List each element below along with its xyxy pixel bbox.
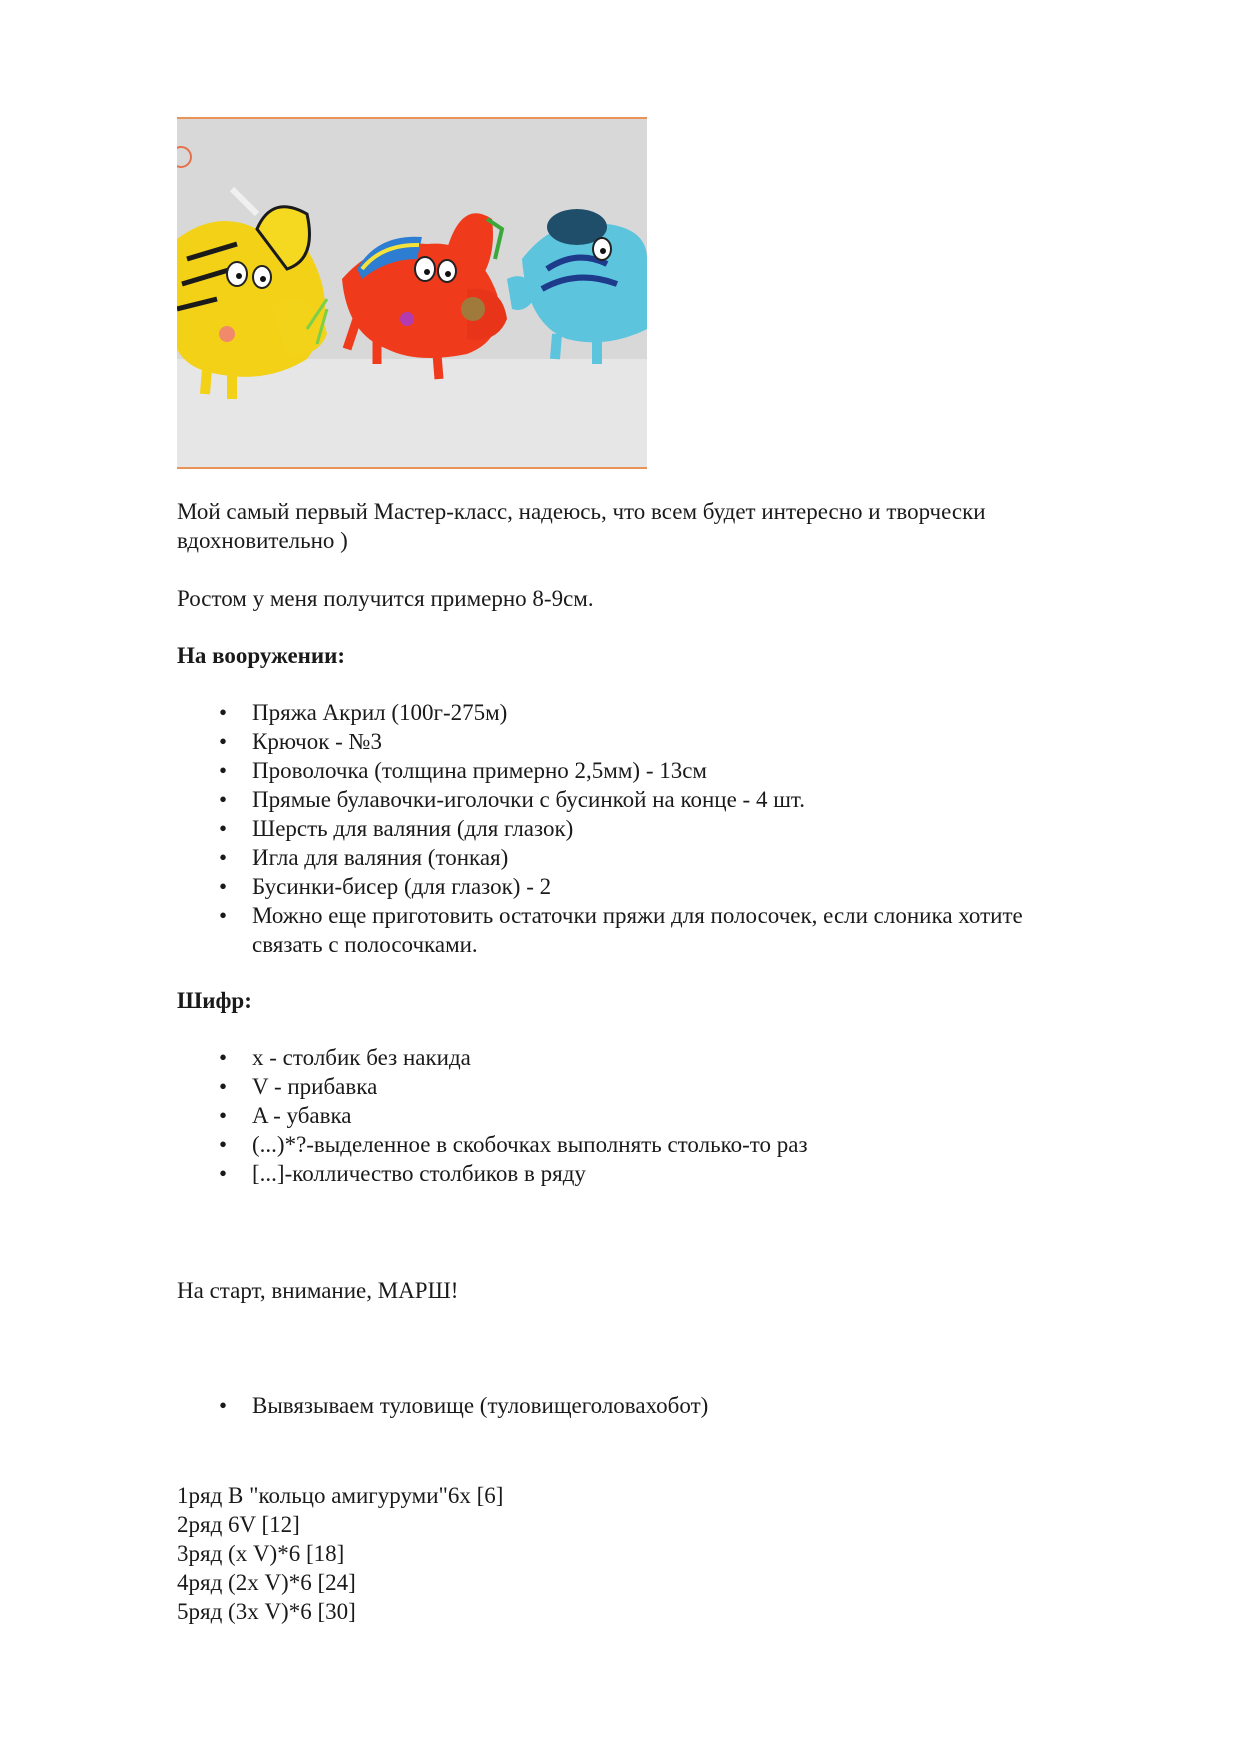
list-item: • [...]-колличество столбиков в ряду: [219, 1161, 586, 1186]
list-item: • Шерсть для валяния (для глазок): [219, 816, 574, 841]
intro-paragraph: Мой самый первый Мастер-класс, надеюсь, что всем будет интересно и творчески вдохновительно ): [177, 499, 986, 553]
cipher-heading: Шифр:: [177, 988, 252, 1013]
amigurumi-elephants-photo: [177, 117, 647, 469]
equipment-heading: На вооружении:: [177, 643, 346, 668]
bullet-icon: •: [219, 729, 228, 754]
list-item: • Игла для валяния (тонкая): [219, 845, 509, 870]
pattern-row: 5ряд (3х V)*6 [30]: [177, 1599, 356, 1624]
list-item: • Пряжа Акрил (100г-275м): [219, 700, 508, 725]
pattern-row: 1ряд В "кольцо амигуруми"6х [6]: [177, 1483, 504, 1508]
bullet-icon: •: [219, 700, 228, 725]
list-item: • V - прибавка: [219, 1074, 378, 1099]
height-note: Ростом у меня получится примерно 8-9см.: [177, 586, 594, 611]
list-item: • Бусинки-бисер (для глазок) - 2: [219, 874, 552, 899]
bullet-icon: •: [219, 1103, 228, 1128]
bullet-icon: •: [219, 816, 228, 841]
list-item: • Крючок - №3: [219, 729, 382, 754]
bullet-icon: •: [219, 874, 228, 899]
step-list: [177, 1391, 1117, 1420]
pattern-row: 2ряд 6V [12]: [177, 1512, 300, 1537]
bullet-icon: •: [219, 787, 228, 812]
pattern-row: 3ряд (х V)*6 [18]: [177, 1541, 345, 1566]
cipher-list: [177, 1043, 1117, 1188]
bullet-icon: •: [219, 1393, 228, 1418]
list-item: • х - столбик без накида: [219, 1045, 471, 1070]
bullet-icon: •: [219, 1161, 228, 1186]
bullet-icon: •: [219, 1132, 228, 1157]
start-line: На старт, внимание, МАРШ!: [177, 1278, 459, 1303]
list-item: • (...)*?-выделенное в скобочках выполнять столько-то раз: [219, 1132, 808, 1157]
pattern-row: 4ряд (2х V)*6 [24]: [177, 1570, 356, 1595]
bullet-icon: •: [219, 1045, 228, 1070]
list-item: • Прямые булавочки-иголочки с бусинкой на конце - 4 шт.: [219, 787, 805, 812]
bullet-icon: •: [219, 845, 228, 870]
bullet-icon: •: [219, 758, 228, 783]
pattern-rows: [177, 1481, 503, 1626]
list-item: • Можно еще приготовить остаточки пряжи для полосочек, если слоника хотите связать с полосочками.: [219, 903, 1023, 957]
list-item: • A - убавка: [219, 1103, 352, 1128]
bullet-icon: •: [219, 1074, 228, 1099]
equipment-list: [177, 698, 1117, 959]
bullet-icon: •: [219, 903, 228, 928]
list-item: • Проволочка (толщина примерно 2,5мм) - 13см: [219, 758, 707, 783]
list-item: • Вывязываем туловище (туловищеголовахобот): [219, 1393, 709, 1418]
